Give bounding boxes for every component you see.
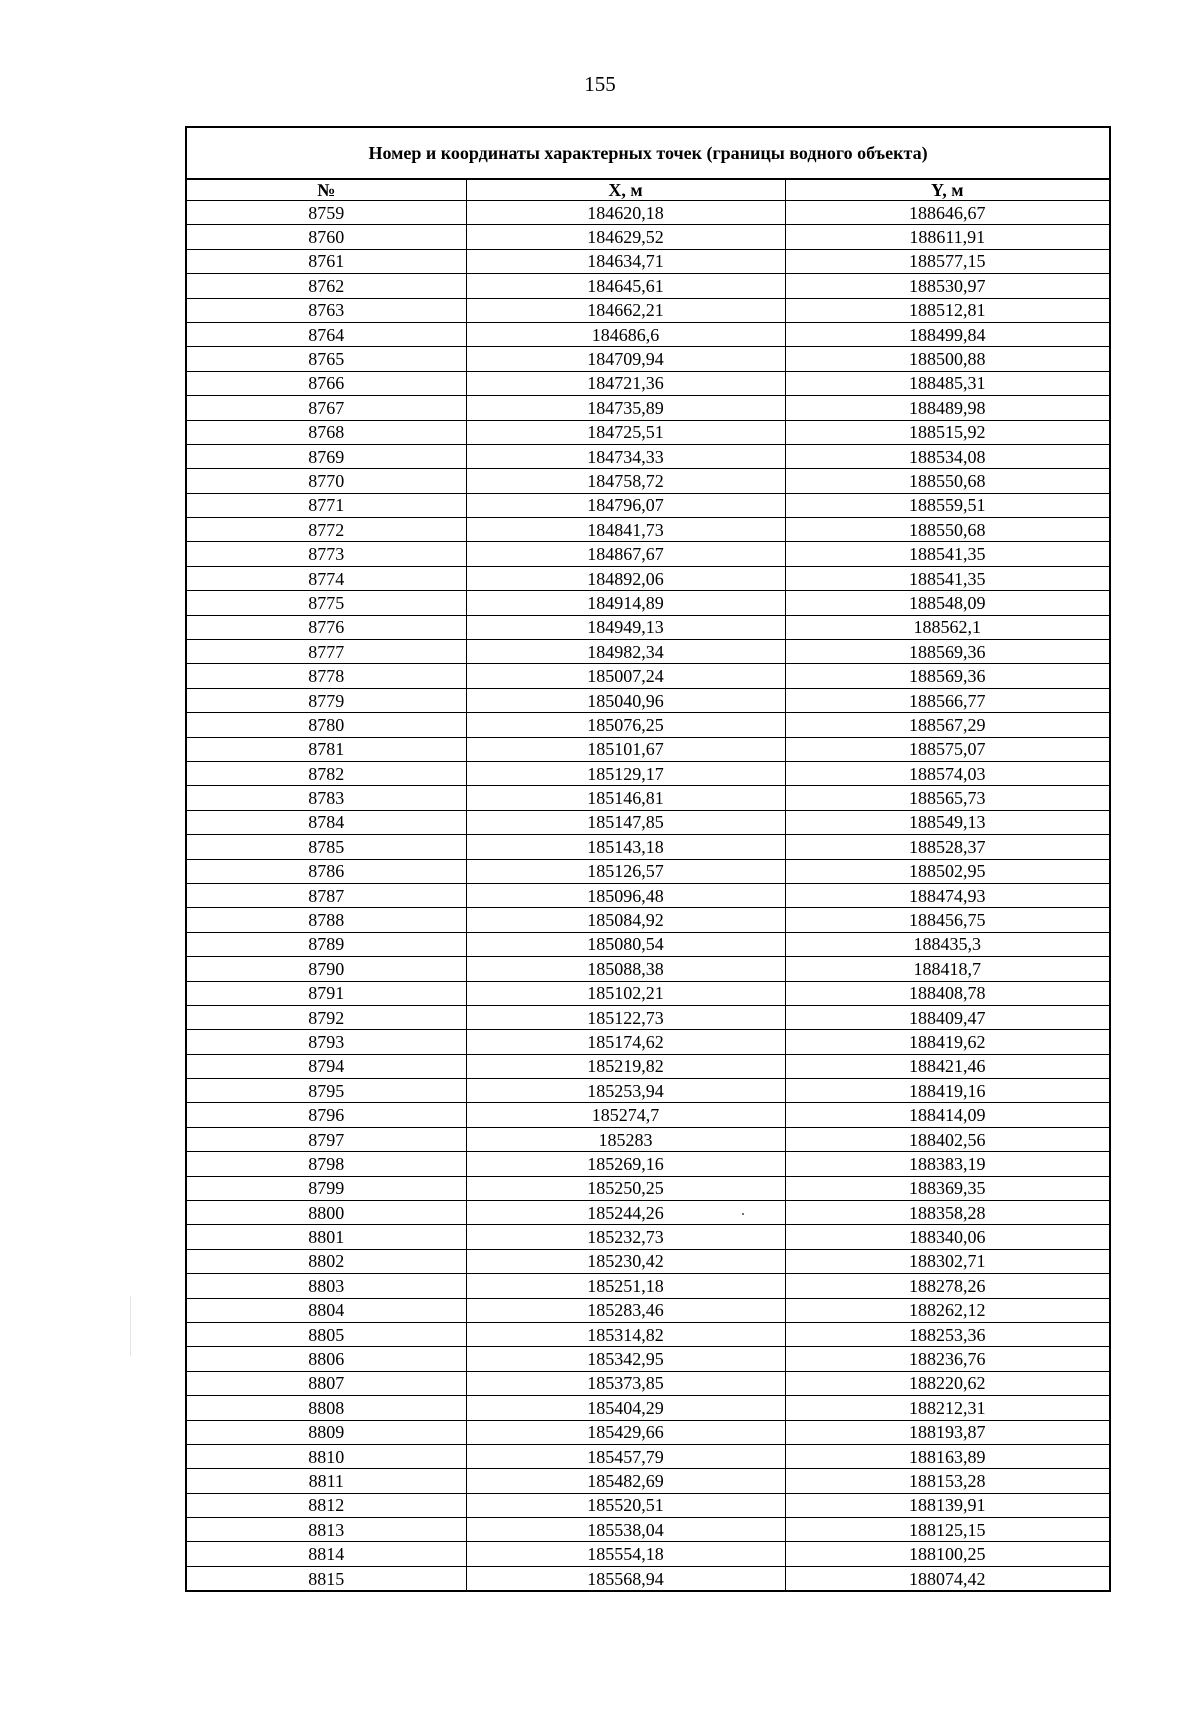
table-row bbox=[186, 615, 1110, 639]
point-number-cell: 8804 bbox=[186, 1298, 466, 1322]
y-coordinate-cell: 188125,15 bbox=[785, 1518, 1110, 1542]
x-coordinate-cell: 184734,33 bbox=[466, 444, 785, 468]
y-coordinate-cell: 188567,29 bbox=[785, 713, 1110, 737]
x-coordinate-cell: 185146,81 bbox=[466, 786, 785, 810]
y-coordinate-cell: 188646,67 bbox=[785, 201, 1110, 225]
table-row bbox=[186, 835, 1110, 859]
y-coordinate-cell: 188549,13 bbox=[785, 810, 1110, 834]
point-number-cell: 8779 bbox=[186, 688, 466, 712]
point-number-cell: 8764 bbox=[186, 322, 466, 346]
y-coordinate-cell: 188435,3 bbox=[785, 932, 1110, 956]
point-number-cell: 8784 bbox=[186, 810, 466, 834]
y-coordinate-cell: 188402,56 bbox=[785, 1127, 1110, 1151]
y-coordinate-cell: 188414,09 bbox=[785, 1103, 1110, 1127]
y-coordinate-cell: 188550,68 bbox=[785, 469, 1110, 493]
point-number-cell: 8769 bbox=[186, 444, 466, 468]
table-row bbox=[186, 1444, 1110, 1468]
table-row bbox=[186, 1298, 1110, 1322]
x-coordinate-cell: 185314,82 bbox=[466, 1322, 785, 1346]
point-number-cell: 8801 bbox=[186, 1225, 466, 1249]
point-number-cell: 8798 bbox=[186, 1152, 466, 1176]
table-row bbox=[186, 664, 1110, 688]
x-coordinate-cell: 185076,25 bbox=[466, 713, 785, 737]
table-row bbox=[186, 1322, 1110, 1346]
point-number-cell: 8761 bbox=[186, 249, 466, 273]
table-row bbox=[186, 1347, 1110, 1371]
y-coordinate-cell: 188212,31 bbox=[785, 1396, 1110, 1420]
point-number-cell: 8767 bbox=[186, 396, 466, 420]
y-coordinate-cell: 188139,91 bbox=[785, 1493, 1110, 1517]
table-row bbox=[186, 1152, 1110, 1176]
table-row bbox=[186, 1103, 1110, 1127]
x-coordinate-cell: 184686,6 bbox=[466, 322, 785, 346]
y-coordinate-cell: 188419,62 bbox=[785, 1030, 1110, 1054]
table-row bbox=[186, 713, 1110, 737]
y-coordinate-cell: 188502,95 bbox=[785, 859, 1110, 883]
y-coordinate-cell: 188418,7 bbox=[785, 957, 1110, 981]
y-coordinate-cell: 188474,93 bbox=[785, 883, 1110, 907]
table-row bbox=[186, 201, 1110, 225]
x-coordinate-cell: 185101,67 bbox=[466, 737, 785, 761]
point-number-cell: 8795 bbox=[186, 1079, 466, 1103]
x-coordinate-cell: 184982,34 bbox=[466, 640, 785, 664]
x-coordinate-cell: 184620,18 bbox=[466, 201, 785, 225]
point-number-cell: 8806 bbox=[186, 1347, 466, 1371]
column-header-y: Y, м bbox=[785, 179, 1110, 201]
point-number-cell: 8790 bbox=[186, 957, 466, 981]
table-row bbox=[186, 1054, 1110, 1078]
x-coordinate-cell: 184914,89 bbox=[466, 591, 785, 615]
y-coordinate-cell: 188485,31 bbox=[785, 371, 1110, 395]
y-coordinate-cell: 188100,25 bbox=[785, 1542, 1110, 1566]
point-number-cell: 8811 bbox=[186, 1469, 466, 1493]
table-row bbox=[186, 1249, 1110, 1273]
point-number-cell: 8772 bbox=[186, 518, 466, 542]
point-number-cell: 8815 bbox=[186, 1566, 466, 1591]
y-coordinate-cell: 188530,97 bbox=[785, 274, 1110, 298]
x-coordinate-cell: 185126,57 bbox=[466, 859, 785, 883]
point-number-cell: 8781 bbox=[186, 737, 466, 761]
table-row bbox=[186, 640, 1110, 664]
table-row bbox=[186, 469, 1110, 493]
x-coordinate-cell: 184841,73 bbox=[466, 518, 785, 542]
y-coordinate-cell: 188562,1 bbox=[785, 615, 1110, 639]
x-coordinate-cell: 185232,73 bbox=[466, 1225, 785, 1249]
table-row bbox=[186, 1396, 1110, 1420]
y-coordinate-cell: 188499,84 bbox=[785, 322, 1110, 346]
y-coordinate-cell: 188456,75 bbox=[785, 908, 1110, 932]
table-row bbox=[186, 859, 1110, 883]
y-coordinate-cell: 188409,47 bbox=[785, 1005, 1110, 1029]
x-coordinate-cell: 185096,48 bbox=[466, 883, 785, 907]
table-title: Номер и координаты характерных точек (границы водного объекта) bbox=[186, 127, 1110, 179]
table-row bbox=[186, 542, 1110, 566]
y-coordinate-cell: 188153,28 bbox=[785, 1469, 1110, 1493]
y-coordinate-cell: 188220,62 bbox=[785, 1371, 1110, 1395]
y-coordinate-cell: 188548,09 bbox=[785, 591, 1110, 615]
table-row bbox=[186, 1176, 1110, 1200]
point-number-cell: 8785 bbox=[186, 835, 466, 859]
y-coordinate-cell: 188163,89 bbox=[785, 1444, 1110, 1468]
x-coordinate-cell: 184721,36 bbox=[466, 371, 785, 395]
point-number-cell: 8800 bbox=[186, 1201, 466, 1225]
table-row bbox=[186, 322, 1110, 346]
x-coordinate-cell: 185554,18 bbox=[466, 1542, 785, 1566]
x-coordinate-cell: 184645,61 bbox=[466, 274, 785, 298]
y-coordinate-cell: 188559,51 bbox=[785, 493, 1110, 517]
point-number-cell: 8776 bbox=[186, 615, 466, 639]
point-number-cell: 8802 bbox=[186, 1249, 466, 1273]
table-row bbox=[186, 396, 1110, 420]
point-number-cell: 8760 bbox=[186, 225, 466, 249]
table-row bbox=[186, 420, 1110, 444]
y-coordinate-cell: 188421,46 bbox=[785, 1054, 1110, 1078]
y-coordinate-cell: 188262,12 bbox=[785, 1298, 1110, 1322]
y-coordinate-cell: 188340,06 bbox=[785, 1225, 1110, 1249]
point-number-cell: 8782 bbox=[186, 761, 466, 785]
y-coordinate-cell: 188369,35 bbox=[785, 1176, 1110, 1200]
point-number-cell: 8794 bbox=[186, 1054, 466, 1078]
point-number-cell: 8807 bbox=[186, 1371, 466, 1395]
point-number-cell: 8792 bbox=[186, 1005, 466, 1029]
y-coordinate-cell: 188528,37 bbox=[785, 835, 1110, 859]
table-row bbox=[186, 1493, 1110, 1517]
point-number-cell: 8775 bbox=[186, 591, 466, 615]
y-coordinate-cell: 188574,03 bbox=[785, 761, 1110, 785]
point-number-cell: 8762 bbox=[186, 274, 466, 298]
x-coordinate-cell: 184725,51 bbox=[466, 420, 785, 444]
column-header-number: № bbox=[186, 179, 466, 201]
x-coordinate-cell: 185084,92 bbox=[466, 908, 785, 932]
y-coordinate-cell: 188575,07 bbox=[785, 737, 1110, 761]
x-coordinate-cell: 185244,26 bbox=[466, 1201, 785, 1225]
table-row bbox=[186, 1274, 1110, 1298]
y-coordinate-cell: 188512,81 bbox=[785, 298, 1110, 322]
table-row bbox=[186, 908, 1110, 932]
y-coordinate-cell: 188500,88 bbox=[785, 347, 1110, 371]
point-number-cell: 8768 bbox=[186, 420, 466, 444]
point-number-cell: 8788 bbox=[186, 908, 466, 932]
point-number-cell: 8777 bbox=[186, 640, 466, 664]
point-number-cell: 8759 bbox=[186, 201, 466, 225]
x-coordinate-cell: 185251,18 bbox=[466, 1274, 785, 1298]
x-coordinate-cell: 185457,79 bbox=[466, 1444, 785, 1468]
point-number-cell: 8783 bbox=[186, 786, 466, 810]
table-row bbox=[186, 932, 1110, 956]
point-number-cell: 8814 bbox=[186, 1542, 466, 1566]
table-row bbox=[186, 1518, 1110, 1542]
y-coordinate-cell: 188236,76 bbox=[785, 1347, 1110, 1371]
table-row bbox=[186, 1079, 1110, 1103]
y-coordinate-cell: 188489,98 bbox=[785, 396, 1110, 420]
y-coordinate-cell: 188611,91 bbox=[785, 225, 1110, 249]
table-row bbox=[186, 1225, 1110, 1249]
x-coordinate-cell: 184892,06 bbox=[466, 566, 785, 590]
point-number-cell: 8797 bbox=[186, 1127, 466, 1151]
y-coordinate-cell: 188550,68 bbox=[785, 518, 1110, 542]
point-number-cell: 8770 bbox=[186, 469, 466, 493]
point-number-cell: 8780 bbox=[186, 713, 466, 737]
point-number-cell: 8791 bbox=[186, 981, 466, 1005]
x-coordinate-cell: 185080,54 bbox=[466, 932, 785, 956]
y-coordinate-cell: 188515,92 bbox=[785, 420, 1110, 444]
table-row bbox=[186, 493, 1110, 517]
x-coordinate-cell: 185283 bbox=[466, 1127, 785, 1151]
coordinates-table bbox=[185, 126, 1111, 1592]
point-number-cell: 8766 bbox=[186, 371, 466, 395]
x-coordinate-cell: 185342,95 bbox=[466, 1347, 785, 1371]
x-coordinate-cell: 185147,85 bbox=[466, 810, 785, 834]
table-row bbox=[186, 1566, 1110, 1591]
x-coordinate-cell: 185482,69 bbox=[466, 1469, 785, 1493]
table-row bbox=[186, 786, 1110, 810]
table-row bbox=[186, 1005, 1110, 1029]
scan-margin-line bbox=[130, 1296, 131, 1356]
x-coordinate-cell: 185373,85 bbox=[466, 1371, 785, 1395]
y-coordinate-cell: 188408,78 bbox=[785, 981, 1110, 1005]
table-row bbox=[186, 688, 1110, 712]
x-coordinate-cell: 184629,52 bbox=[466, 225, 785, 249]
x-coordinate-cell: 185040,96 bbox=[466, 688, 785, 712]
x-coordinate-cell: 184949,13 bbox=[466, 615, 785, 639]
point-number-cell: 8774 bbox=[186, 566, 466, 590]
table-row bbox=[186, 347, 1110, 371]
table-row bbox=[186, 1420, 1110, 1444]
table-body bbox=[186, 201, 1110, 1592]
x-coordinate-cell: 185088,38 bbox=[466, 957, 785, 981]
y-coordinate-cell: 188278,26 bbox=[785, 1274, 1110, 1298]
point-number-cell: 8778 bbox=[186, 664, 466, 688]
x-coordinate-cell: 185129,17 bbox=[466, 761, 785, 785]
point-number-cell: 8810 bbox=[186, 1444, 466, 1468]
table-row bbox=[186, 1127, 1110, 1151]
y-coordinate-cell: 188383,19 bbox=[785, 1152, 1110, 1176]
y-coordinate-cell: 188302,71 bbox=[785, 1249, 1110, 1273]
table-row bbox=[186, 566, 1110, 590]
y-coordinate-cell: 188541,35 bbox=[785, 542, 1110, 566]
x-coordinate-cell: 185520,51 bbox=[466, 1493, 785, 1517]
column-header-x: X, м bbox=[466, 179, 785, 201]
point-number-cell: 8799 bbox=[186, 1176, 466, 1200]
table-row bbox=[186, 444, 1110, 468]
scan-speck bbox=[742, 1213, 744, 1215]
table-row bbox=[186, 591, 1110, 615]
x-coordinate-cell: 185219,82 bbox=[466, 1054, 785, 1078]
table-row bbox=[186, 249, 1110, 273]
point-number-cell: 8765 bbox=[186, 347, 466, 371]
table-row bbox=[186, 518, 1110, 542]
y-coordinate-cell: 188253,36 bbox=[785, 1322, 1110, 1346]
x-coordinate-cell: 185102,21 bbox=[466, 981, 785, 1005]
point-number-cell: 8808 bbox=[186, 1396, 466, 1420]
x-coordinate-cell: 185274,7 bbox=[466, 1103, 785, 1127]
y-coordinate-cell: 188074,42 bbox=[785, 1566, 1110, 1591]
table-row bbox=[186, 737, 1110, 761]
point-number-cell: 8812 bbox=[186, 1493, 466, 1517]
x-coordinate-cell: 185538,04 bbox=[466, 1518, 785, 1542]
y-coordinate-cell: 188566,77 bbox=[785, 688, 1110, 712]
y-coordinate-cell: 188541,35 bbox=[785, 566, 1110, 590]
point-number-cell: 8805 bbox=[186, 1322, 466, 1346]
table-row bbox=[186, 1201, 1110, 1225]
x-coordinate-cell: 185250,25 bbox=[466, 1176, 785, 1200]
point-number-cell: 8796 bbox=[186, 1103, 466, 1127]
x-coordinate-cell: 185253,94 bbox=[466, 1079, 785, 1103]
table-row bbox=[186, 810, 1110, 834]
point-number-cell: 8773 bbox=[186, 542, 466, 566]
x-coordinate-cell: 184709,94 bbox=[466, 347, 785, 371]
table-row bbox=[186, 761, 1110, 785]
point-number-cell: 8787 bbox=[186, 883, 466, 907]
x-coordinate-cell: 184758,72 bbox=[466, 469, 785, 493]
table-row bbox=[186, 371, 1110, 395]
point-number-cell: 8813 bbox=[186, 1518, 466, 1542]
x-coordinate-cell: 185007,24 bbox=[466, 664, 785, 688]
x-coordinate-cell: 184867,67 bbox=[466, 542, 785, 566]
table-row bbox=[186, 883, 1110, 907]
x-coordinate-cell: 185122,73 bbox=[466, 1005, 785, 1029]
y-coordinate-cell: 188577,15 bbox=[785, 249, 1110, 273]
x-coordinate-cell: 184634,71 bbox=[466, 249, 785, 273]
y-coordinate-cell: 188419,16 bbox=[785, 1079, 1110, 1103]
table-row bbox=[186, 1542, 1110, 1566]
point-number-cell: 8793 bbox=[186, 1030, 466, 1054]
point-number-cell: 8771 bbox=[186, 493, 466, 517]
x-coordinate-cell: 185429,66 bbox=[466, 1420, 785, 1444]
y-coordinate-cell: 188565,73 bbox=[785, 786, 1110, 810]
table-row bbox=[186, 1371, 1110, 1395]
table-row bbox=[186, 225, 1110, 249]
point-number-cell: 8763 bbox=[186, 298, 466, 322]
table-row bbox=[186, 298, 1110, 322]
x-coordinate-cell: 185283,46 bbox=[466, 1298, 785, 1322]
x-coordinate-cell: 185269,16 bbox=[466, 1152, 785, 1176]
x-coordinate-cell: 184662,21 bbox=[466, 298, 785, 322]
page-number: 155 bbox=[584, 72, 616, 96]
y-coordinate-cell: 188569,36 bbox=[785, 640, 1110, 664]
x-coordinate-cell: 185174,62 bbox=[466, 1030, 785, 1054]
point-number-cell: 8803 bbox=[186, 1274, 466, 1298]
y-coordinate-cell: 188193,87 bbox=[785, 1420, 1110, 1444]
y-coordinate-cell: 188358,28 bbox=[785, 1201, 1110, 1225]
table-row bbox=[186, 1469, 1110, 1493]
table-row bbox=[186, 1030, 1110, 1054]
table-row bbox=[186, 957, 1110, 981]
y-coordinate-cell: 188569,36 bbox=[785, 664, 1110, 688]
point-number-cell: 8809 bbox=[186, 1420, 466, 1444]
y-coordinate-cell: 188534,08 bbox=[785, 444, 1110, 468]
x-coordinate-cell: 185568,94 bbox=[466, 1566, 785, 1591]
x-coordinate-cell: 184796,07 bbox=[466, 493, 785, 517]
x-coordinate-cell: 185143,18 bbox=[466, 835, 785, 859]
table-row bbox=[186, 274, 1110, 298]
table-row bbox=[186, 981, 1110, 1005]
x-coordinate-cell: 184735,89 bbox=[466, 396, 785, 420]
point-number-cell: 8789 bbox=[186, 932, 466, 956]
point-number-cell: 8786 bbox=[186, 859, 466, 883]
x-coordinate-cell: 185230,42 bbox=[466, 1249, 785, 1273]
x-coordinate-cell: 185404,29 bbox=[466, 1396, 785, 1420]
